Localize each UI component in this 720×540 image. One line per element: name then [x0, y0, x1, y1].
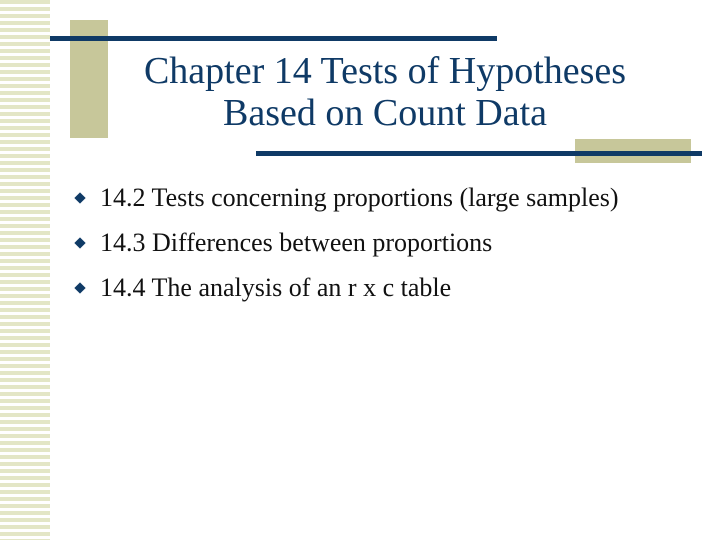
slide-title: [60, 50, 710, 134]
title-rule-top: [50, 36, 497, 41]
bullet-item-14-3: [72, 225, 692, 261]
diamond-bullet-icon: [74, 237, 85, 248]
slide-title-line-2: Based on Count Data: [222, 92, 547, 134]
bullet-item-14-2: [72, 180, 692, 216]
diamond-bullet-icon: [74, 282, 85, 293]
bullet-text: 14.2 Tests concerning proportions (large samples): [100, 183, 619, 212]
decorative-stripe-bar: [0, 0, 50, 540]
diamond-bullet-icon: [74, 192, 85, 203]
title-rule-bottom: [256, 151, 702, 156]
bullet-list: [72, 180, 692, 315]
slide-title-line-1: Chapter 14 Tests of Hypotheses: [143, 50, 627, 92]
bullet-text: 14.4 The analysis of an r x c table: [100, 273, 452, 302]
bullet-text: 14.3 Differences between proportions: [100, 228, 493, 257]
bullet-item-14-4: [72, 270, 692, 306]
